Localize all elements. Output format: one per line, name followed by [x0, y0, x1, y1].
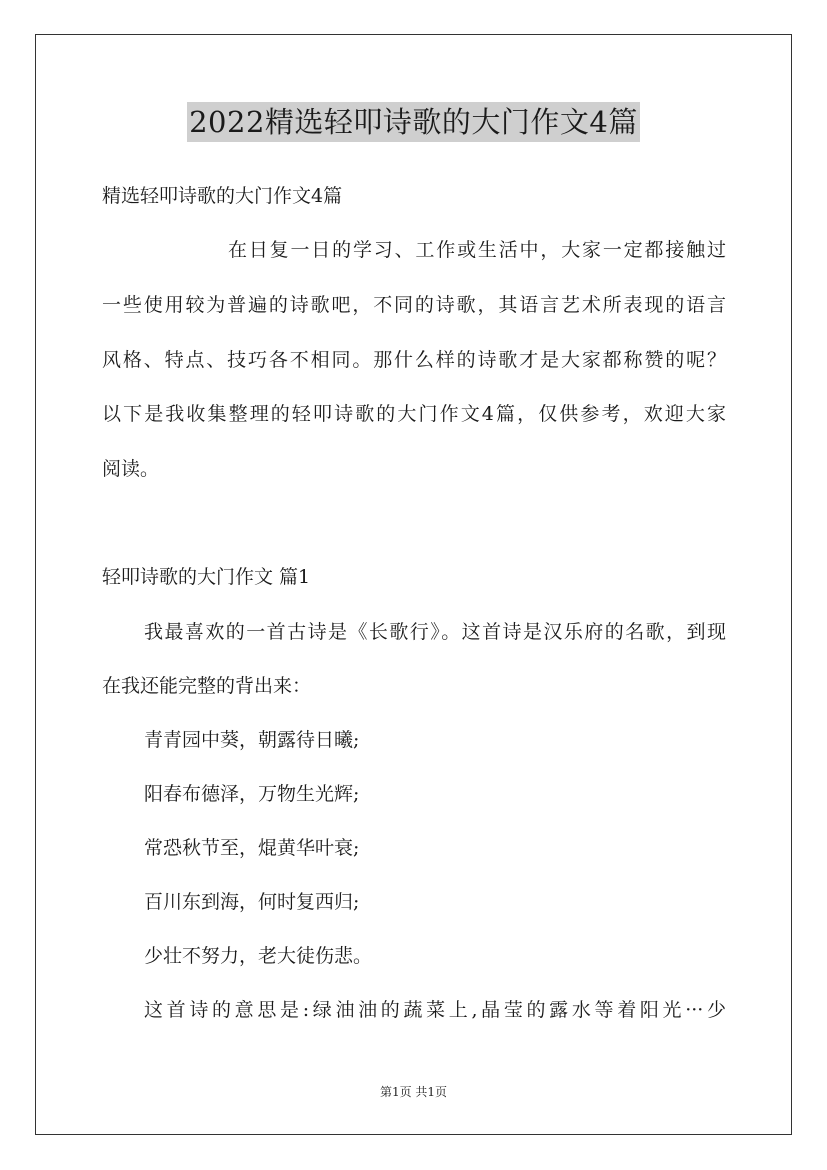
document-subtitle: 精选轻叩诗歌的大门作文4篇: [102, 185, 343, 207]
intro-line: 一些使用较为普遍的诗歌吧，不同的诗歌，其语言艺术所表现的语言: [102, 294, 726, 316]
title-container: [0, 102, 827, 142]
meaning-line: 这首诗的意思是:绿油油的蔬菜上,晶莹的露水等着阳光···少: [144, 999, 726, 1021]
intro-line: 以下是我收集整理的轻叩诗歌的大门作文4篇，仅供参考，欢迎大家: [102, 403, 726, 425]
paragraph-line: 在我还能完整的背出来：: [102, 675, 312, 697]
poem-line: 阳春布德泽，万物生光辉;: [144, 783, 360, 805]
poem-line: 百川东到海，何时复西归;: [144, 891, 360, 913]
intro-line: 在日复一日的学习、工作或生活中，大家一定都接触过: [228, 239, 726, 261]
document-title: 2022精选轻叩诗歌的大门作文4篇: [187, 102, 640, 142]
poem-line: 少壮不努力，老大徒伤悲。: [144, 945, 373, 967]
poem-line: 常恐秋节至，焜黄华叶衰;: [144, 837, 360, 859]
page-footer: 第1页 共1页: [379, 1085, 448, 1099]
poem-line: 青青园中葵，朝露待日曦;: [144, 729, 360, 751]
intro-line: 阅读。: [102, 458, 160, 480]
section-heading: 轻叩诗歌的大门作文 篇1: [102, 566, 311, 588]
intro-line: 风格、特点、技巧各不相同。那什么样的诗歌才是大家都称赞的呢？: [102, 349, 726, 371]
paragraph-line: 我最喜欢的一首古诗是《长歌行》。这首诗是汉乐府的名歌，到现: [144, 621, 726, 643]
